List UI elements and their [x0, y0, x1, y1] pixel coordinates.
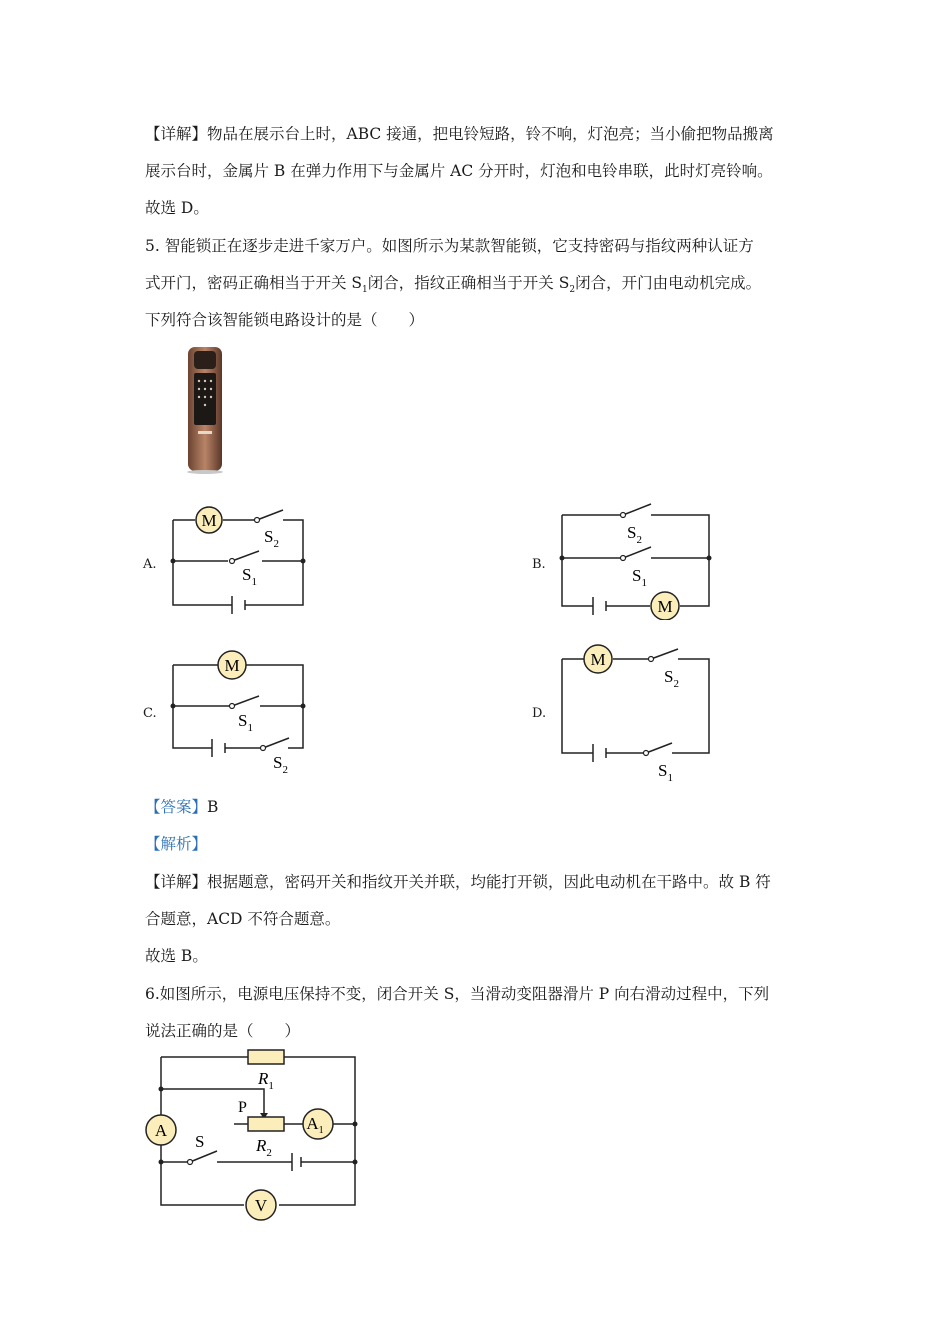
q4-detail-line-2: 展示台时，金属片 B 在弹力作用下与金属片 AC 分开时，灯泡和电铃串联，此时灯亮铃响。: [145, 162, 773, 180]
option-d-label: D.: [532, 706, 547, 721]
q5-stem-line-1: 5. 智能锁正在逐步走进千家万户。如图所示为某款智能锁，它支持密码与指纹两种认证方: [145, 237, 754, 255]
smart-lock-image: [180, 345, 230, 475]
motor-label: M: [590, 650, 606, 669]
switch-s1-label: $S_1$: [242, 565, 257, 588]
voltmeter-label: V: [254, 1196, 268, 1215]
resistor-r1-label: $R_1$: [258, 1069, 274, 1092]
q5-analysis-tag: 【解析】: [145, 835, 208, 853]
q5-stem-line-2: 式开门，密码正确相当于开关 $S_1$闭合，指纹正确相当于开关 $S_2$闭合，开门由电动机完成。: [145, 274, 762, 296]
motor-label: M: [224, 656, 240, 675]
q5-stem-line-3: 下列符合该智能锁电路设计的是（ ）: [145, 311, 425, 329]
q5-detail-line-1: 【详解】根据题意，密码开关和指纹开关并联，均能打开锁，因此电动机在干路中。故 B 符: [145, 873, 771, 891]
switch-s1-label: $S_1$: [632, 566, 647, 589]
switch-s1-label: $S_1$: [658, 761, 673, 784]
q6-stem-line-1: 6.如图所示，电源电压保持不变，闭合开关 S，当滑动变阻器滑片 P 向右滑动过程中，下列: [145, 985, 770, 1003]
slider-p-label: P: [238, 1099, 247, 1116]
switch-s2-label: $S_2$: [273, 753, 288, 776]
switch-s-label: S: [195, 1132, 205, 1151]
option-c-label: C.: [143, 706, 157, 721]
option-a-label: A.: [143, 557, 157, 572]
q6-stem-line-2: 说法正确的是（ ）: [145, 1022, 301, 1040]
q5-answer: 【答案】B: [145, 798, 219, 816]
switch-s1-label: $S_1$: [238, 711, 253, 734]
circuit-d: [550, 640, 720, 785]
answer-tag: 【答案】: [145, 798, 208, 816]
circuit-b: [550, 495, 720, 620]
detail-tag: 【详解】: [145, 873, 208, 891]
switch-s2-label: $S_2$: [664, 667, 679, 690]
switch-s2-label: $S_2$: [264, 527, 279, 550]
option-b-label: B.: [532, 557, 546, 572]
q4-choose: 故选 D。: [145, 199, 209, 217]
circuit-c: [160, 650, 320, 780]
circuit-q6: [140, 1040, 380, 1225]
ammeter-a-label: A: [154, 1121, 168, 1140]
motor-label: M: [201, 511, 217, 530]
q4-detail-line-1: 【详解】物品在展示台上时，ABC 接通，把电铃短路，铃不响，灯泡亮；当小偷把物品搬离: [145, 125, 774, 143]
q5-choose: 故选 B。: [145, 947, 208, 965]
motor-label: M: [657, 597, 673, 616]
resistor-r2-label: $R_2$: [256, 1136, 272, 1159]
switch-s2-label: $S_2$: [627, 523, 642, 546]
q5-detail-line-2: 合题意，ACD 不符合题意。: [145, 910, 341, 928]
circuit-a: [160, 500, 320, 620]
detail-tag: 【详解】: [145, 125, 208, 143]
ammeter-a1-label: $A_1$: [306, 1114, 324, 1136]
